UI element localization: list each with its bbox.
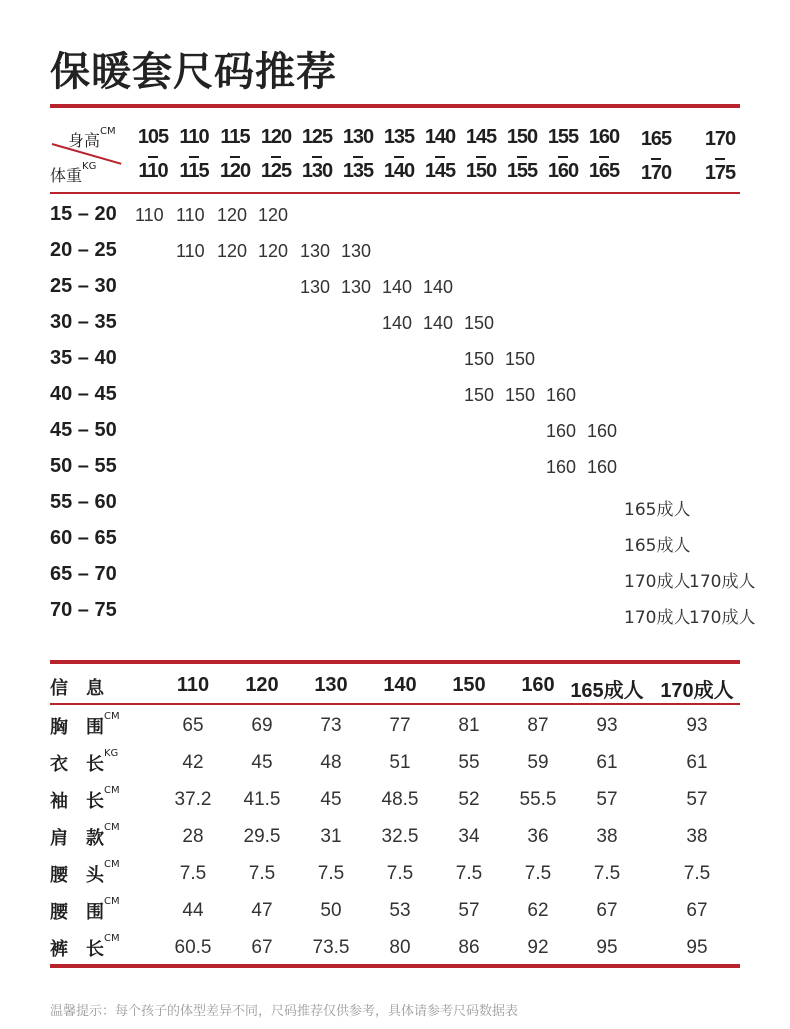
measure-label-text: 围 [86, 902, 104, 923]
weight-range-label: 30 – 35 [50, 311, 117, 333]
recommended-size-cell: 110 [176, 241, 205, 261]
height-range-end: 170 [640, 162, 672, 184]
measurement-value: 65 [182, 715, 204, 736]
weight-range-label: 65 – 70 [50, 563, 117, 585]
height-range-end: 160 [547, 160, 579, 182]
recommended-size-cell: 120 [258, 241, 289, 261]
height-range-end: 115 [179, 160, 209, 182]
recommended-size-cell: 140 [382, 277, 413, 297]
measurement-value: 92 [527, 937, 549, 958]
measurement-value: 55.5 [519, 789, 557, 810]
measurement-value: 7.5 [317, 863, 345, 884]
range-dash [476, 156, 486, 158]
measurement-value: 59 [527, 752, 549, 773]
measure-label-text: 围 [86, 717, 104, 738]
measure-label-text: 长 [86, 754, 104, 775]
measure-label-text: 款 [86, 828, 104, 849]
measurement-value: 69 [251, 715, 273, 736]
height-range-end: 110 [138, 160, 168, 182]
measurement-value: 67 [596, 900, 618, 921]
measurement-value: 7.5 [248, 863, 276, 884]
measurement-value: 38 [686, 826, 708, 847]
measurement-value: 34 [458, 826, 480, 847]
size-header-5: 160 [521, 674, 555, 696]
recommended-size-cell: 120 [217, 241, 248, 261]
range-dash [651, 158, 661, 160]
height-range-11 [584, 126, 624, 186]
measure-unit: CM [104, 711, 120, 722]
measure-label-text: 头 [86, 865, 104, 886]
measurement-value: 61 [596, 752, 618, 773]
measurement-value: 32.5 [381, 826, 419, 847]
weight-range-label: 55 – 60 [50, 491, 117, 513]
recommended-size-cell: 140 [423, 277, 454, 297]
measurement-value: 7.5 [524, 863, 552, 884]
measure-label-text: 长 [86, 939, 104, 960]
height-range-start: 110 [179, 126, 209, 148]
recommended-size-cell: 165成人 [624, 536, 691, 556]
measurement-value: 67 [686, 900, 708, 921]
height-range-5 [338, 126, 378, 186]
measurement-value: 41.5 [243, 789, 281, 810]
size-header-3: 140 [383, 674, 417, 696]
weight-range-label: 25 – 30 [50, 275, 117, 297]
height-range-13 [700, 128, 740, 188]
recommended-size-cell: 140 [382, 313, 413, 333]
title-divider [50, 104, 740, 108]
measurement-value: 67 [251, 937, 273, 958]
height-range-start: 120 [260, 126, 292, 148]
weight-range-label: 45 – 50 [50, 419, 117, 441]
height-range-start: 170 [704, 128, 736, 150]
measurement-value: 93 [686, 715, 708, 736]
measure-unit: CM [104, 822, 120, 833]
footer-note: 温馨提示：每个孩子的体型差异不同，尺码推荐仅供参考，具体请参考尺码数据表 [50, 1004, 519, 1019]
measurement-value: 77 [389, 715, 411, 736]
measurement-value: 62 [527, 900, 549, 921]
table2-header-divider [50, 703, 740, 705]
size-header-1: 120 [245, 674, 279, 696]
measurement-value: 95 [596, 937, 618, 958]
measurement-value: 53 [389, 900, 411, 921]
measurement-value: 60.5 [174, 937, 212, 958]
height-range-start: 160 [588, 126, 620, 148]
height-range-12 [636, 128, 676, 188]
measure-label-text: 长 [86, 791, 104, 812]
recommended-size-cell: 170成人 [624, 572, 691, 592]
recommended-size-cell: 130 [300, 241, 331, 261]
measurement-value: 37.2 [174, 789, 212, 810]
weight-range-label: 20 – 25 [50, 239, 117, 261]
measure-unit: CM [104, 785, 120, 796]
measure-label-char-2 [86, 824, 120, 850]
measure-label-char-2 [86, 898, 120, 924]
measure-unit: CM [104, 859, 120, 870]
height-range-end: 135 [342, 160, 374, 182]
measurement-value: 51 [389, 752, 411, 773]
recommended-size-cell: 140 [423, 313, 454, 333]
recommended-size-cell: 120 [217, 205, 248, 225]
measurement-value: 38 [596, 826, 618, 847]
weight-range-label: 40 – 45 [50, 383, 117, 405]
measurement-value: 80 [389, 937, 411, 958]
measurement-value: 7.5 [179, 863, 207, 884]
page-title: 保暖套尺码推荐 [50, 49, 337, 95]
measurement-value: 57 [686, 789, 708, 810]
height-range-end: 150 [465, 160, 497, 182]
weight-range-label: 70 – 75 [50, 599, 117, 621]
weight-header-label: 体重$^{KG}$ [50, 161, 97, 185]
height-range-start: 165 [640, 128, 672, 150]
measurement-value: 61 [686, 752, 708, 773]
range-dash [435, 156, 445, 158]
height-range-end: 145 [424, 160, 456, 182]
size-header-6: 165成人 [570, 680, 644, 702]
height-range-0 [133, 126, 173, 186]
recommended-size-cell: 160 [587, 421, 618, 441]
range-dash [189, 156, 199, 158]
measure-unit: KG [104, 748, 119, 759]
measurement-value: 55 [458, 752, 480, 773]
measurement-value: 93 [596, 715, 618, 736]
measurement-value: 95 [686, 937, 708, 958]
range-dash [715, 158, 725, 160]
height-range-start: 125 [301, 126, 333, 148]
size-header-7: 170成人 [660, 680, 734, 702]
measurement-value: 86 [458, 937, 480, 958]
measurement-value: 45 [251, 752, 273, 773]
height-range-9 [502, 126, 542, 186]
measurement-value: 45 [320, 789, 342, 810]
height-range-start: 130 [342, 126, 374, 148]
measure-unit: CM [104, 933, 120, 944]
range-dash [271, 156, 281, 158]
height-range-end: 140 [383, 160, 415, 182]
measure-label-char-1: 裤 [50, 939, 68, 960]
measure-label-char-2 [86, 713, 120, 739]
recommended-size-cell: 160 [546, 385, 577, 405]
table2-top-rule [50, 660, 740, 664]
recommended-size-cell: 160 [546, 457, 577, 477]
measure-label-char-2 [86, 935, 120, 961]
measurement-value: 29.5 [243, 826, 281, 847]
measure-label-char-1: 腰 [50, 902, 68, 923]
info-label-1: 信 [50, 678, 68, 699]
height-range-start: 155 [547, 126, 579, 148]
size-header-0: 110 [176, 674, 210, 696]
table2-bottom-rule [50, 964, 740, 968]
measurement-value: 48 [320, 752, 342, 773]
measure-label-char-1: 袖 [50, 791, 68, 812]
height-range-start: 135 [383, 126, 415, 148]
measurement-value: 52 [458, 789, 480, 810]
recommended-size-cell: 110 [176, 205, 205, 225]
recommended-size-cell: 170成人 [689, 608, 756, 628]
height-range-end: 125 [260, 160, 292, 182]
recommended-size-cell: 110 [135, 205, 164, 225]
height-header-label: 身高$^{CM}$ [68, 126, 116, 150]
measurement-value: 44 [182, 900, 204, 921]
info-label-2: 息 [86, 678, 104, 699]
range-dash [230, 156, 240, 158]
range-dash [394, 156, 404, 158]
measurement-value: 73.5 [312, 937, 350, 958]
measurement-value: 57 [458, 900, 480, 921]
recommended-size-cell: 160 [587, 457, 618, 477]
size-header-4: 150 [452, 674, 486, 696]
measurement-value: 57 [596, 789, 618, 810]
height-range-start: 150 [506, 126, 538, 148]
height-range-10 [543, 126, 583, 186]
measurement-value: 36 [527, 826, 549, 847]
range-dash [558, 156, 568, 158]
height-range-start: 145 [465, 126, 497, 148]
measurement-value: 50 [320, 900, 342, 921]
recommended-size-cell: 150 [464, 349, 495, 369]
weight-range-label: 35 – 40 [50, 347, 117, 369]
measurement-value: 47 [251, 900, 273, 921]
table1-header-divider [50, 192, 740, 194]
size-header-2: 130 [314, 674, 348, 696]
weight-range-label: 15 – 20 [50, 203, 117, 225]
recommended-size-cell: 150 [505, 349, 536, 369]
range-dash [517, 156, 527, 158]
weight-range-label: 60 – 65 [50, 527, 117, 549]
recommended-size-cell: 160 [546, 421, 577, 441]
measure-label-char-2 [86, 750, 118, 776]
measure-unit: CM [104, 896, 120, 907]
measurement-value: 28 [182, 826, 204, 847]
height-range-1 [174, 126, 214, 186]
measurement-value: 81 [458, 715, 480, 736]
recommended-size-cell: 150 [464, 385, 495, 405]
range-dash [148, 156, 158, 158]
recommended-size-cell: 150 [464, 313, 495, 333]
measurement-value: 73 [320, 715, 342, 736]
height-range-8 [461, 126, 501, 186]
height-range-3 [256, 126, 296, 186]
measure-label-char-1: 衣 [50, 754, 68, 775]
recommended-size-cell: 130 [341, 241, 372, 261]
height-range-start: 140 [424, 126, 456, 148]
height-range-start: 115 [220, 126, 250, 148]
measure-label-char-1: 腰 [50, 865, 68, 886]
recommended-size-cell: 170成人 [689, 572, 756, 592]
recommended-size-cell: 150 [505, 385, 536, 405]
measurement-value: 7.5 [455, 863, 483, 884]
height-range-end: 120 [219, 160, 251, 182]
recommended-size-cell: 130 [300, 277, 331, 297]
recommended-size-cell: 120 [258, 205, 289, 225]
height-range-end: 130 [301, 160, 333, 182]
range-dash [312, 156, 322, 158]
height-range-start: 105 [137, 126, 169, 148]
height-range-4 [297, 126, 337, 186]
range-dash [353, 156, 363, 158]
height-range-end: 155 [506, 160, 538, 182]
measurement-value: 7.5 [593, 863, 621, 884]
height-range-2 [215, 126, 255, 186]
measure-label-char-1: 胸 [50, 717, 68, 738]
measure-label-char-2 [86, 861, 120, 887]
height-range-end: 175 [704, 162, 736, 184]
recommended-size-cell: 130 [341, 277, 372, 297]
recommended-size-cell: 165成人 [624, 500, 691, 520]
measurement-value: 48.5 [381, 789, 419, 810]
measurement-value: 7.5 [386, 863, 414, 884]
measurement-value: 7.5 [683, 863, 711, 884]
measure-label-char-2 [86, 787, 120, 813]
measurement-value: 87 [527, 715, 549, 736]
recommended-size-cell: 170成人 [624, 608, 691, 628]
measurement-value: 31 [320, 826, 342, 847]
range-dash [599, 156, 609, 158]
measure-label-char-1: 肩 [50, 828, 68, 849]
weight-range-label: 50 – 55 [50, 455, 117, 477]
height-range-6 [379, 126, 419, 186]
height-range-7 [420, 126, 460, 186]
height-range-end: 165 [588, 160, 620, 182]
measurement-value: 42 [182, 752, 204, 773]
